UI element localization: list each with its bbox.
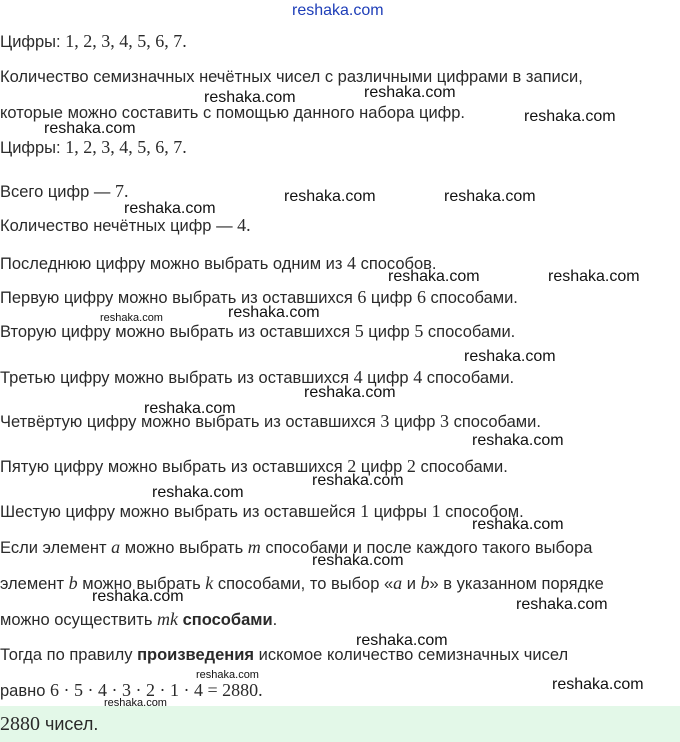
text: можно выбрать <box>120 539 248 557</box>
text: равно <box>0 682 50 700</box>
text: Цифры: <box>0 33 66 51</box>
fourth-digit-line <box>0 410 541 433</box>
watermark: reshaka.com <box>312 472 404 489</box>
watermark: reshaka.com <box>104 697 167 709</box>
answer-text: чисел. <box>40 714 99 734</box>
digits-line <box>0 30 187 53</box>
math: 3 <box>440 411 449 431</box>
answer-box <box>0 706 680 742</box>
text: Пятую цифру можно выбрать из оставшихся <box>0 458 348 476</box>
watermark: reshaka.com <box>44 120 136 137</box>
math-variable: k <box>205 573 214 593</box>
watermark: reshaka.com <box>312 552 404 569</box>
math: 1, 2, 3, 4, 5, 6, 7. <box>65 31 187 51</box>
math: 2 <box>347 456 357 476</box>
text: элемент <box>0 575 69 593</box>
text: Третью цифру можно выбрать из оставшихся <box>0 369 354 387</box>
third-digit-line <box>0 366 514 389</box>
math-variable: m <box>247 537 261 557</box>
text: Количество нечётных цифр — <box>0 217 238 235</box>
text: . <box>272 611 278 629</box>
text: способами. <box>425 289 518 307</box>
watermark: reshaka.com <box>472 516 564 533</box>
text: цифры <box>369 503 432 521</box>
total-digits-line <box>0 180 128 203</box>
math: 6 <box>416 287 426 307</box>
answer-line <box>0 713 98 735</box>
text: Четвёртую цифру можно выбрать из оставшихся <box>0 413 381 431</box>
text: способами. <box>449 413 541 431</box>
watermark: reshaka.com <box>144 400 236 417</box>
text: цифр <box>366 289 417 307</box>
watermark: reshaka.com <box>304 384 396 401</box>
digits-line-2 <box>0 136 187 159</box>
text: способами, то выбор « <box>213 575 394 593</box>
watermark: reshaka.com <box>516 596 608 613</box>
text: » в указанном порядке <box>429 575 604 593</box>
math-variable: mk <box>157 609 179 629</box>
math: 3 <box>380 411 390 431</box>
text: способами и после каждого такого выбора <box>260 539 593 557</box>
math: 4 <box>413 367 423 387</box>
task-line-1 <box>0 66 583 88</box>
text: цифр <box>362 369 414 387</box>
math: 4 <box>353 367 363 387</box>
watermark: reshaka.com <box>152 484 244 501</box>
watermark: reshaka.com <box>364 84 456 101</box>
fifth-digit-line <box>0 455 508 478</box>
text: цифр <box>389 413 440 431</box>
text: Шестую цифру можно выбрать из оставшейся <box>0 503 361 521</box>
math: 4 <box>346 253 356 273</box>
math-variable: b <box>420 573 430 593</box>
text: способами. <box>415 458 508 476</box>
watermark: reshaka.com <box>524 108 616 125</box>
rule-line-3 <box>0 608 277 631</box>
text: которые можно составить с помощью данного набора цифр. <box>0 104 466 122</box>
last-digit-line <box>0 252 437 275</box>
rule-line-2 <box>0 572 604 595</box>
text: Количество семизначных нечётных чисел с различными цифрами в записи, <box>0 68 583 86</box>
watermark: reshaka.com <box>124 200 216 217</box>
bold-text: произведения <box>137 646 255 664</box>
conclusion-line <box>0 644 568 666</box>
math: 6 <box>357 287 367 307</box>
text: цифр <box>363 323 415 341</box>
text: можно осуществить <box>0 611 158 629</box>
text: цифр <box>356 458 407 476</box>
math: 5 <box>354 321 364 341</box>
text: можно выбрать <box>77 575 206 593</box>
answer-number: 2880 <box>0 713 40 735</box>
text: способами. <box>423 323 516 341</box>
watermark: reshaka.com <box>196 669 259 681</box>
math: 2 <box>406 456 416 476</box>
math: 4. <box>237 215 251 235</box>
watermark: reshaka.com <box>472 432 564 449</box>
math: 7. <box>114 181 129 201</box>
watermark: reshaka.com <box>548 268 640 285</box>
watermark: reshaka.com <box>388 268 480 285</box>
math-variable: b <box>68 573 78 593</box>
text: способов. <box>355 255 437 273</box>
math-variable: a <box>393 573 403 593</box>
text: Всего цифр — <box>0 183 115 201</box>
text: Последнюю цифру можно выбрать одним из <box>0 255 347 273</box>
math: 5 <box>414 321 424 341</box>
sixth-digit-line <box>0 500 524 523</box>
math: 1 <box>360 501 370 521</box>
text: Тогда по правилу <box>0 646 138 664</box>
text: способами. <box>422 369 515 387</box>
watermark: reshaka.com <box>100 312 163 324</box>
watermark: reshaka.com <box>204 89 296 106</box>
math-variable: a <box>111 537 121 557</box>
watermark: reshaka.com <box>292 2 384 19</box>
text: искомое количество семизначных чисел <box>254 646 569 664</box>
watermark: reshaka.com <box>444 188 536 205</box>
watermark: reshaka.com <box>552 676 644 693</box>
watermark: reshaka.com <box>284 188 376 205</box>
text: способом. <box>440 503 524 521</box>
math: 1 <box>431 501 441 521</box>
rule-line-1 <box>0 536 592 559</box>
text: Если элемент <box>0 539 112 557</box>
second-digit-line <box>0 320 515 343</box>
text: Первую цифру можно выбрать из оставшихся <box>0 289 358 307</box>
watermark: reshaka.com <box>228 304 320 321</box>
watermark: reshaka.com <box>464 348 556 365</box>
math: 1, 2, 3, 4, 5, 6, 7. <box>65 137 187 157</box>
watermark: reshaka.com <box>356 632 448 649</box>
bold-text: способами <box>178 611 273 629</box>
text: Вторую цифру можно выбрать из оставшихся <box>0 323 355 341</box>
math: 6 · 5 · 4 · 3 · 2 · 1 · 4 = 2880. <box>50 680 263 700</box>
watermark: reshaka.com <box>92 588 184 605</box>
text: Цифры: <box>0 139 66 157</box>
text: и <box>402 575 421 593</box>
